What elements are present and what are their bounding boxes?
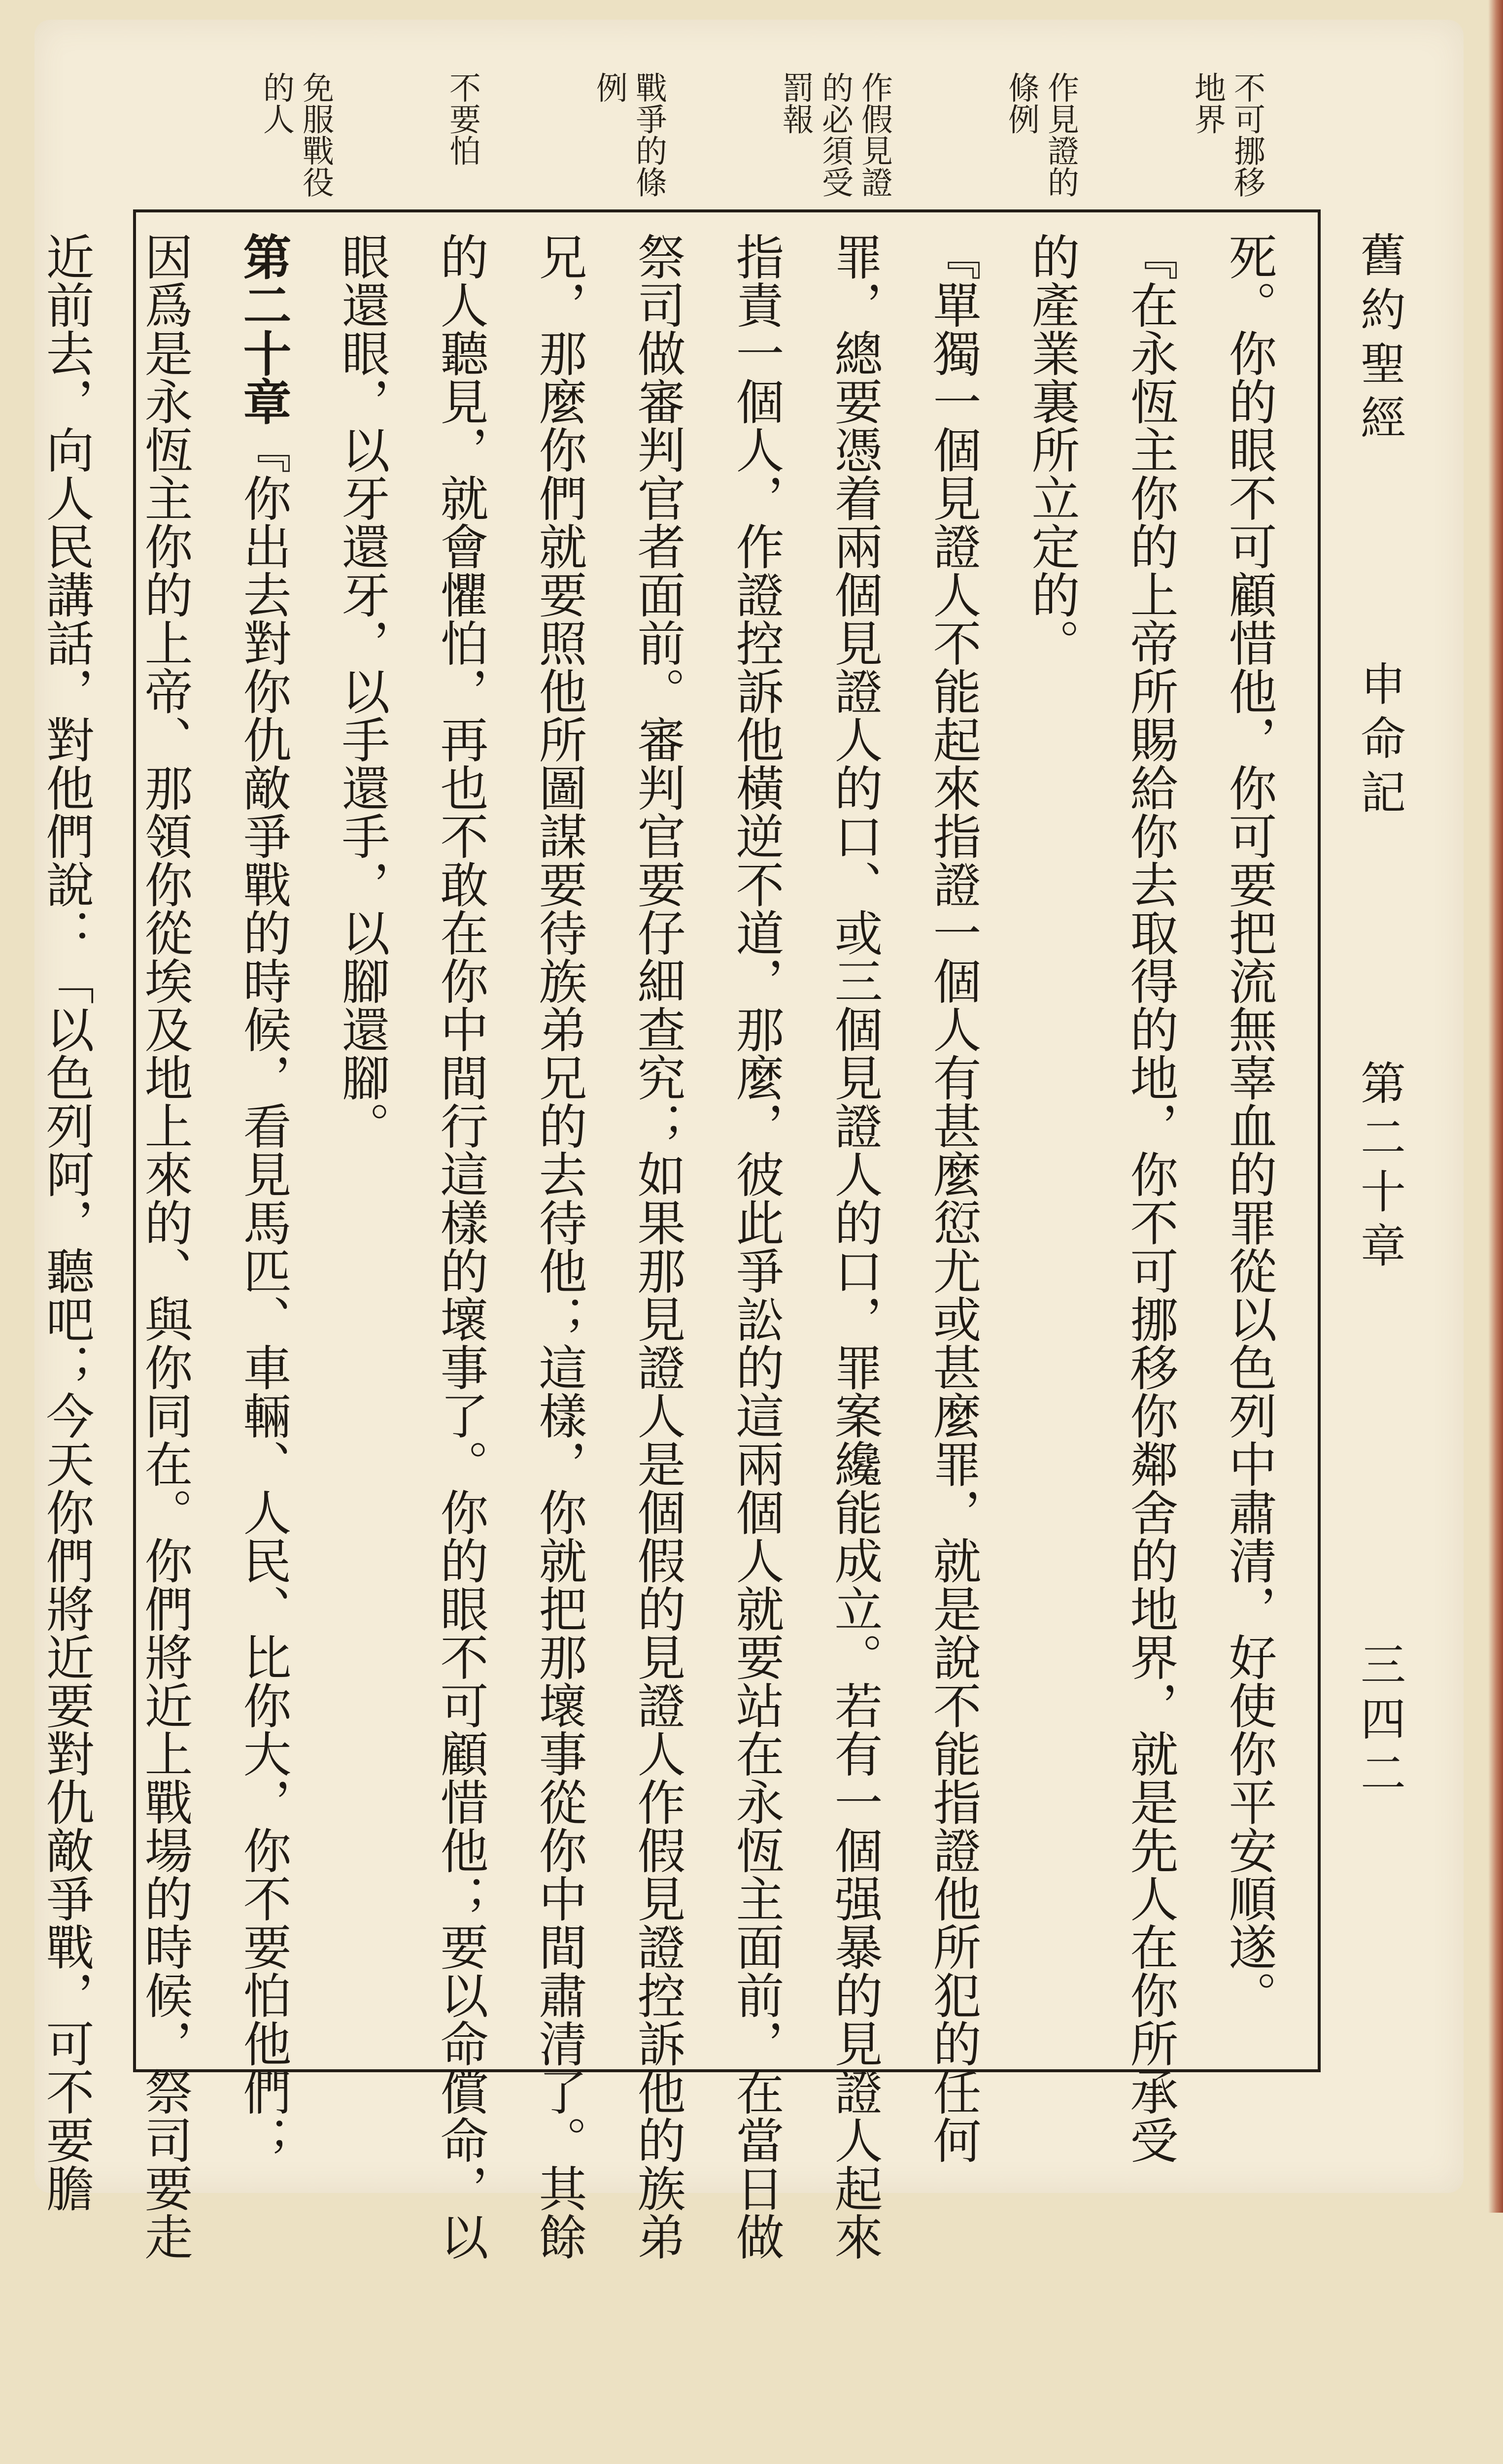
text-column-chapter-start: 第二十章『你出去對你仇敵爭戰的時候，看見馬匹、車輛、人民、比你大，你不要怕他們； — [235, 232, 292, 2164]
margin-note: 作見證的 條例 — [1003, 71, 1079, 198]
margin-note: 免服戰役 的人 — [258, 71, 334, 198]
margin-note: 不可挪移 地界 — [1189, 71, 1265, 198]
text-column: 『單獨一個見證人不能起來指證一個人有甚麼愆尤或甚麼罪，就是說不能指證他所犯的任何 — [925, 232, 981, 2164]
text-column: 眼還眼，以牙還牙，以手還手，以腳還腳。 — [334, 232, 390, 1150]
book-title: 舊約聖經 — [1353, 232, 1406, 448]
chapter-label: 第二十章 — [1353, 1060, 1406, 1276]
text-column: 兄，那麼你們就要照他所圖謀要待族弟兄的去待他；這樣，你就把那壞事從你中間肅清了。其餘 — [531, 232, 587, 2260]
margin-note: 作假見證 的必須受 罰報 — [777, 71, 892, 198]
text-column: 『在永恆主你的上帝所賜給你去取得的地，你不可挪移你鄰舍的地界，就是先人在你所承受 — [1122, 232, 1178, 2164]
margin-note: 戰爭的條 例 — [591, 71, 667, 198]
page-edge — [1488, 0, 1503, 2213]
text-column: 近前去，向人民講話，對他們說：「以色列阿，聽吧；今天你們將近要對仇敵爭戰，可不要膽 — [38, 232, 94, 2212]
text-column — [0, 232, 17, 2051]
text-column: 祭司做審判官者面前。審判官要仔細查究；如果那見證人是個假的見證人作假見證控訴他的族弟 — [629, 232, 685, 2260]
margin-notes — [256, 71, 1266, 229]
text-column: 的人聽見，就會懼怕，再也不敢在你中間行這樣的壞事了。你的眼不可顧惜他；要以命償命，以 — [432, 232, 488, 2260]
page-number: 三四二 — [1353, 1641, 1406, 1804]
text-column: 死。你的眼不可顧惜他，你可要把流無辜血的罪從以色列中肅清，好使你平安順遂。 — [1221, 232, 1277, 2019]
text-frame — [38, 209, 1321, 2260]
text-column: 因爲是永恆主你的上帝、那領你從埃及地上來的、與你同在。你們將近上戰場的時候，祭司要走 — [137, 232, 193, 2260]
chapter-heading: 第二十章 — [235, 232, 292, 425]
book-name: 申命記 — [1353, 660, 1406, 823]
margin-note: 不要怕 — [444, 71, 480, 166]
text-columns — [38, 232, 1298, 2260]
text-column: 罪，總要憑着兩個見證人的口、或三個見證人的口，罪案纔能成立。若有一個强暴的見證人起來 — [826, 232, 883, 2260]
text-column: 指責一個人，作證控訴他橫逆不道，那麼，彼此爭訟的這兩個人就要站在永恆主面前，在當日做 — [728, 232, 784, 2260]
text-column: 的產業裏所立定的。 — [1024, 232, 1080, 667]
